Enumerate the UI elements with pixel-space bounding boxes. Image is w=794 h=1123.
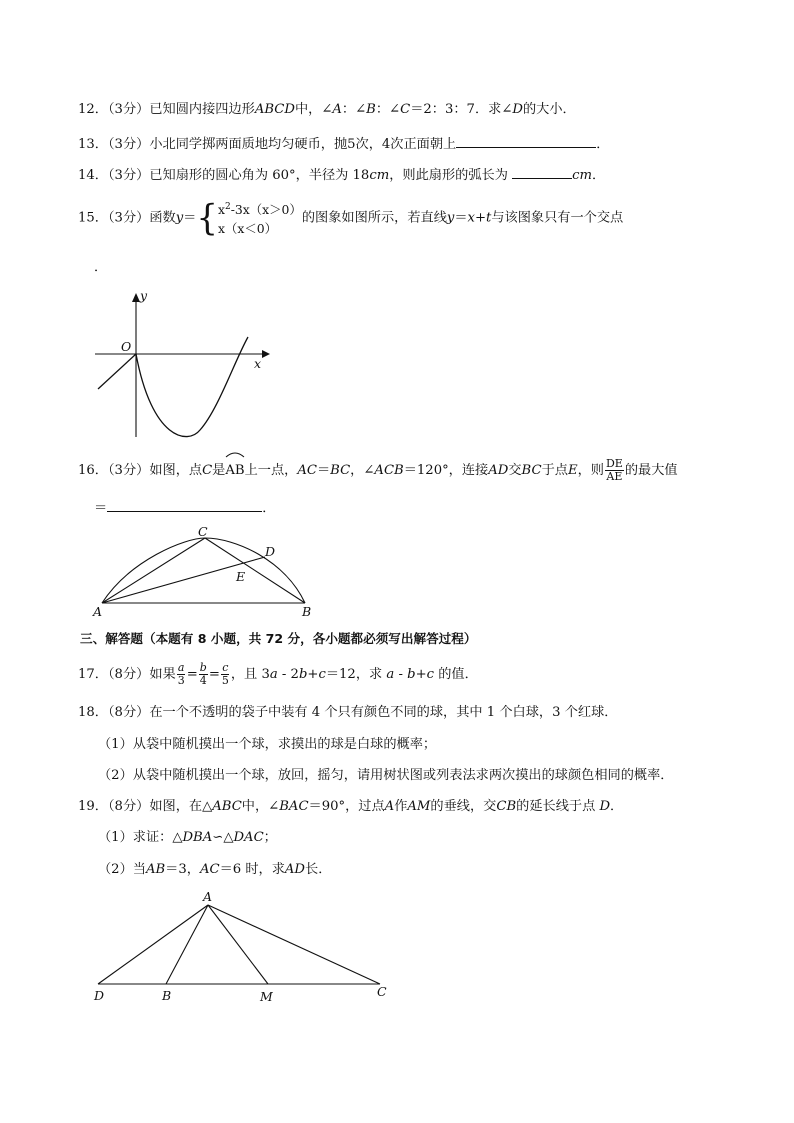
answer-blank[interactable] xyxy=(456,133,596,148)
question-19: 19．（8分）如图，在△ABC中，∠BAC＝90°，过点A作AM的垂线，交CB的延长线于点 D． xyxy=(78,799,624,814)
segment-bc xyxy=(205,538,305,603)
y-axis-label: y xyxy=(140,288,148,303)
segment-ab xyxy=(166,905,208,984)
question-12: 12．（3分）已知圆内接四边形ABCD中，∠A：∠B：∠C＝2：3：7．求∠D的大小． xyxy=(78,102,576,117)
point-e-label: E xyxy=(236,569,246,584)
origin-label: O xyxy=(121,339,132,354)
x-axis-label: x xyxy=(254,356,262,371)
question-18: 18．（8分）在一个不透明的袋子中装有 4 个只有颜色不同的球，其中 1 个白球，3 个红球． xyxy=(78,705,618,720)
question-18-part-1: （1）从袋中随机摸出一个球，求摸出的球是白球的概率； xyxy=(98,737,437,752)
question-14: 14．（3分）已知扇形的圆心角为 60°，半径为 18cm，则此扇形的弧长为 cm． xyxy=(78,164,605,186)
point-d-label: D xyxy=(94,988,105,1003)
piecewise-function: $x^2-3x(x>0)$ x（x＜0） xyxy=(217,202,302,237)
fraction-de-ae: $\frac{DE}{AE}$ xyxy=(605,457,623,483)
answer-blank[interactable] xyxy=(512,164,572,179)
question-15-end: ． xyxy=(94,260,108,275)
point-d-label: D xyxy=(265,544,276,559)
question-15: 15．（3分）函数y＝{ $x^2-3x(x>0)$ x（x＜0） 的图象如图所示，若直线y＝x+t与该图象只有一个交点 xyxy=(78,197,624,240)
point-c-label: C xyxy=(198,525,208,539)
figure-16 xyxy=(90,525,325,620)
arc-ab: AB xyxy=(225,456,244,486)
parabola-branch xyxy=(136,337,248,437)
segment-am xyxy=(208,905,268,984)
line-branch xyxy=(98,354,136,389)
section-3-title: 三、解答题（本题有 8 小题，共 72 分，各小题都必须写出解答过程） xyxy=(80,631,477,646)
question-18-part-2: （2）从袋中随机摸出一个球，放回，摇匀，请用树状图或列表法求两次摸出的球颜色相同的概率． xyxy=(98,768,674,783)
question-13: 13．（3分）小北同学掷两面质地均匀硬币，抛5次，4次正面朝上 ． xyxy=(78,133,609,155)
point-a-label: A xyxy=(93,604,103,619)
segment-ac xyxy=(102,538,205,603)
point-b-label: B xyxy=(302,604,312,619)
arc-icon xyxy=(225,450,245,458)
question-19-part-1: （1）求证：△DBA∽△DAC； xyxy=(98,830,277,845)
question-16: 16．（3分）如图，点C是 AB上一点，AC＝BC，∠ACB＝120°，连接AD交BC于点E，则 $\frac{DE}{AE}$ 的最大值 xyxy=(78,456,678,486)
x-axis-arrow-icon xyxy=(262,350,270,358)
point-m-label: M xyxy=(260,989,273,1004)
question-17: 17．（8分）如果 $\frac{a}{3}$ = $\frac{b}{4}$ = $\frac{c}{5}$ ，且 3a - 2b+c＝12，求 a - b+c 的值． xyxy=(78,661,478,687)
answer-blank[interactable] xyxy=(107,497,262,512)
segment-ad xyxy=(98,905,208,984)
point-b-label: B xyxy=(162,988,172,1003)
question-16-answer: ＝ ． xyxy=(94,497,275,519)
question-19-part-2: （2）当AB＝3，AC＝6 时，求AD长． xyxy=(98,862,332,877)
function-graph xyxy=(90,285,275,445)
segment-ac xyxy=(208,905,380,984)
y-axis-arrow-icon xyxy=(132,293,140,302)
figure-19 xyxy=(88,888,393,1008)
point-a-label: A xyxy=(203,889,213,904)
point-c-label: C xyxy=(377,984,387,999)
